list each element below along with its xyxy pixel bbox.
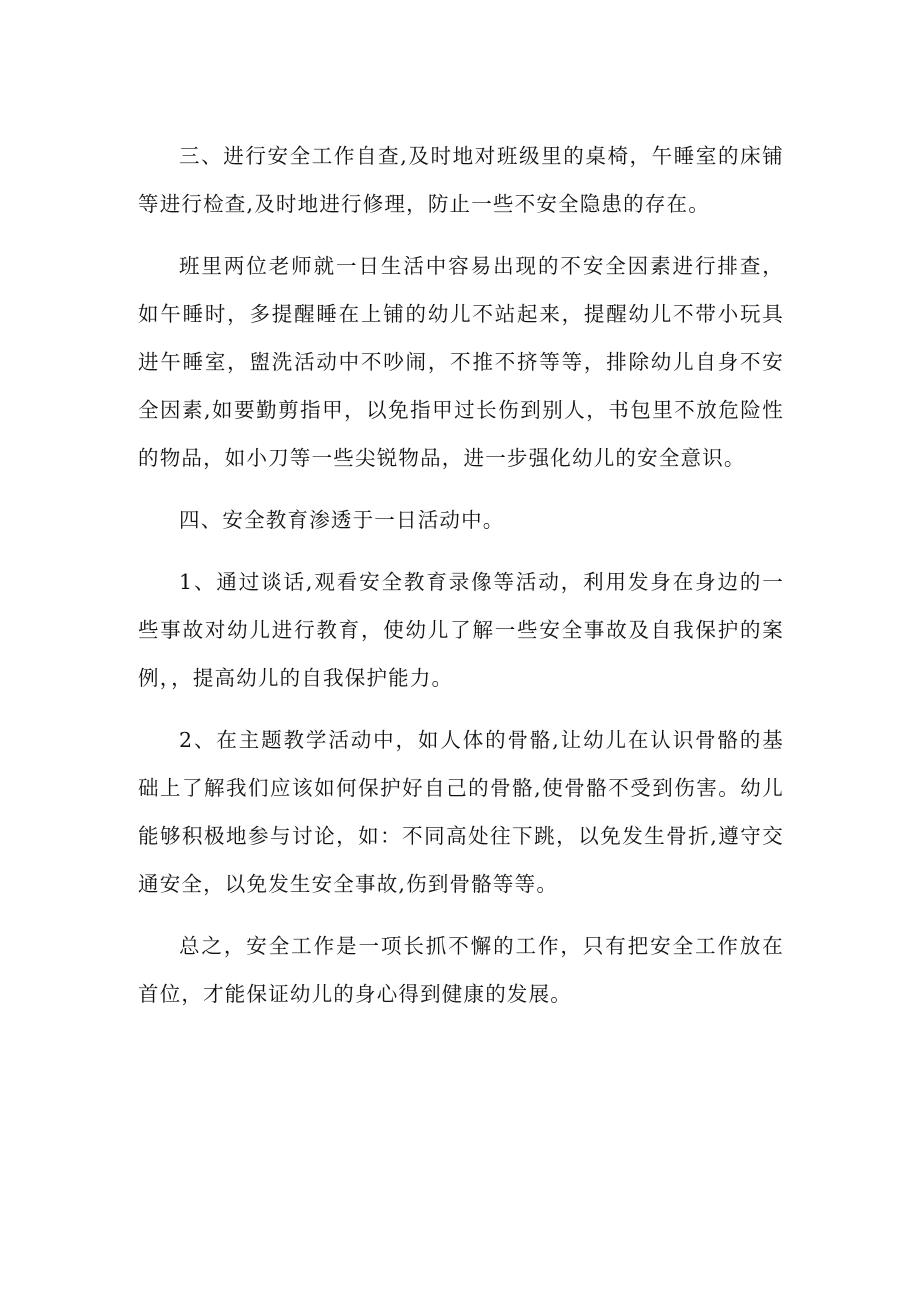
document-body — [138, 132, 784, 1032]
paragraph-conclusion: 总之，安全工作是一项长抓不懈的工作，只有把安全工作放在首位，才能保证幼儿的身心得到健康的发展。 — [138, 934, 784, 1006]
paragraph-safety-self-check: 三、进行安全工作自查,及时地对班级里的桌椅，午睡室的床铺等进行检查,及时地进行修理，防止一些不安全隐患的存在。 — [138, 144, 784, 216]
paragraph-section-four-heading: 四、安全教育渗透于一日活动中。 — [179, 508, 505, 532]
paragraph-item-one: 1、通过谈话,观看安全教育录像等活动，利用发身在身边的一些事故对幼儿进行教育，使幼儿了解一些安全事故及自我保护的案例，，提高幼儿的自我保护能力。 — [138, 570, 784, 690]
paragraph-item-two: 2、在主题教学活动中，如人体的骨骼,让幼儿在认识骨骼的基础上了解我们应该如何保护好自己的骨骼,使骨骼不受到伤害。幼儿能够积极地参与讨论，如：不同高处往下跳，以免发生骨折,遵守交通安全，以免发生安全事故,伤到骨骼等等。 — [138, 728, 784, 896]
paragraph-daily-risk-check: 班里两位老师就一日生活中容易出现的不安全因素进行排查，如午睡时，多提醒睡在上铺的幼儿不站起来，提醒幼儿不带小玩具进午睡室，盥洗活动中不吵闹，不推不挤等等，排除幼儿自身不安全因素,如要勤剪指甲，以免指甲过长伤到别人，书包里不放危险性的物品，如小刀等一些尖锐物品，进一步强化幼儿的安全意识。 — [138, 254, 784, 470]
